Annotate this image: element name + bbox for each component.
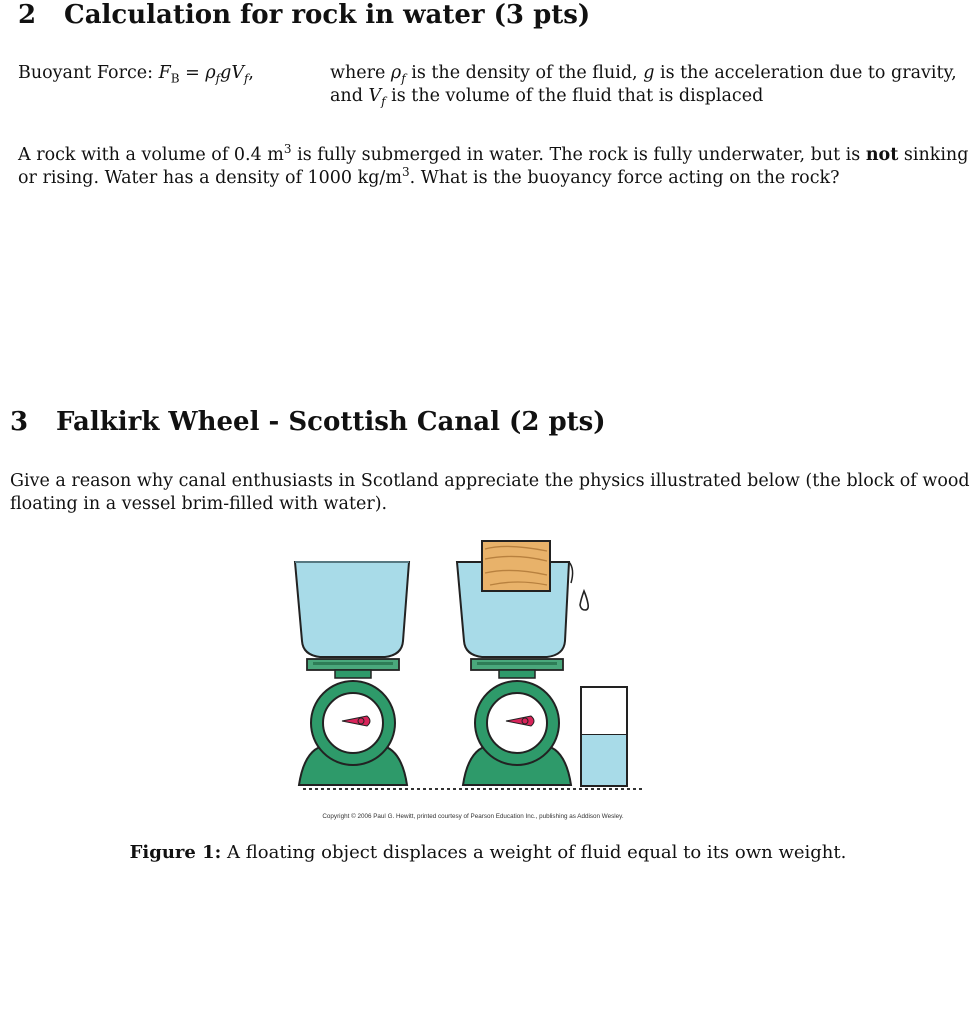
problem-line-1: A rock with a volume of 0.4 $m^3$ is fully submerged in water. The rock is fully underwater, but is not sinking xyxy=(18,142,969,165)
problem-line-2: or rising. Water has a density of 1000 $kg/m^3$. What is the buoyancy force acting on the rock? xyxy=(18,165,840,188)
formula-definition-line-1: where $\rho_f$ is the density of the fluid, g is the acceleration due to gravity, xyxy=(330,63,957,86)
section-3-prompt-line-1: Give a reason why canal enthusiasts in Scotland appreciate the physics illustrated below (the block of wood xyxy=(10,471,970,491)
water-drop-icon xyxy=(580,591,588,610)
section-3-prompt-line-2: floating in a vessel brim-filled with water). xyxy=(10,494,388,514)
left-vessel xyxy=(295,562,409,657)
buoyant-force-formula: Buoyant Force: $F_B = \rho_fgV_f$, xyxy=(18,63,254,86)
section-2-heading xyxy=(18,0,590,30)
figure-copyright: Copyright © 2006 Paul G. Hewitt, printed courtesy of Pearson Education Inc., publishing as Addison Wesley. xyxy=(322,813,624,820)
overflow-glass xyxy=(581,687,627,786)
formula-definition-line-2: and $V_f$ is the volume of the fluid that is displaced xyxy=(330,86,764,109)
left-scale xyxy=(299,659,407,785)
section-2-number: 2 xyxy=(18,0,37,30)
wood-block xyxy=(482,541,550,591)
right-scale xyxy=(463,659,571,785)
section-2-title: Calculation for rock in water (3 pts) xyxy=(64,0,591,30)
floating-block-illustration xyxy=(285,535,665,820)
section-3-title: Falkirk Wheel - Scottish Canal (2 pts) xyxy=(56,407,606,437)
section-3-heading xyxy=(10,407,606,437)
figure-caption: Figure 1: A floating object displaces a weight of fluid equal to its own weight. xyxy=(129,842,847,863)
section-3-number: 3 xyxy=(10,407,29,437)
